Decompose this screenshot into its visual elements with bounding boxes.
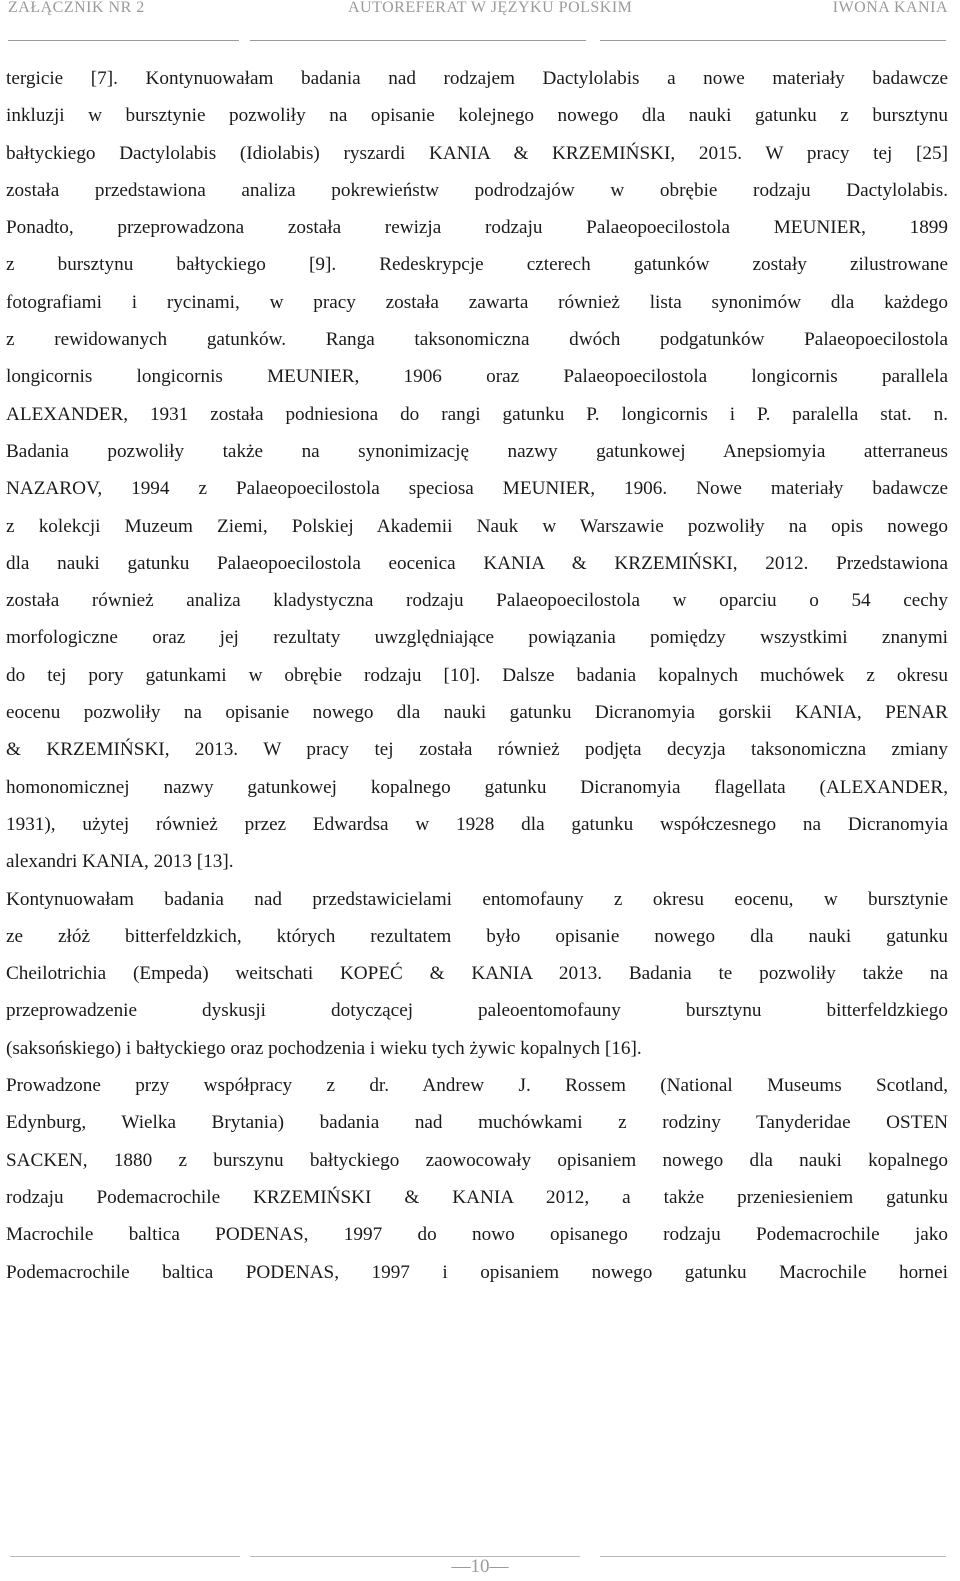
header-right: IWONA KANIA [832, 0, 948, 16]
text-line: bałtyckiego Dactylolabis (Idiolabis) ryszardi KANIA & KRZEMIŃSKI, 2015. W pracy tej [25] [6, 142, 948, 164]
text-line: fotografiami i rycinami, w pracy została zawarta również lista synonimów dla każdego [6, 291, 948, 313]
text-line: Badania pozwoliły także na synonimizację nazwy gatunkowej Anepsiomyia atterraneus [6, 440, 948, 462]
text-line: (saksońskiego) i bałtyckiego oraz pochodzenia i wieku tych żywic kopalnych [16]. [6, 1037, 642, 1059]
text-line: Prowadzone przy współpracy z dr. Andrew J. Rossem (National Museums Scotland, [6, 1075, 948, 1097]
body-text [6, 60, 948, 1291]
text-line: z rewidowanych gatunków. Ranga taksonomiczna dwóch podgatunków Palaeopoecilostola [6, 329, 948, 351]
text-line: dla nauki gatunku Palaeopoecilostola eocenica KANIA & KRZEMIŃSKI, 2012. Przedstawiona [6, 552, 948, 574]
text-line: Macrochile baltica PODENAS, 1997 do nowo opisanego rodzaju Podemacrochile jako [6, 1224, 948, 1246]
text-line: ALEXANDER, 1931 została podniesiona do rangi gatunku P. longicornis i P. paralella stat. n. [6, 403, 948, 425]
text-line: do tej pory gatunkami w obrębie rodzaju [10]. Dalsze badania kopalnych muchówek z okresu [6, 664, 948, 686]
text-line: NAZAROV, 1994 z Palaeopoecilostola speciosa MEUNIER, 1906. Nowe materiały badawcze [6, 478, 948, 500]
text-line: 1931), użytej również przez Edwardsa w 1928 dla gatunku współczesnego na Dicranomyia [6, 813, 948, 835]
text-line: eocenu pozwoliły na opisanie nowego dla nauki gatunku Dicranomyia gorskii KANIA, PENAR [6, 702, 948, 724]
text-line: longicornis longicornis MEUNIER, 1906 oraz Palaeopoecilostola longicornis parallela [6, 366, 948, 388]
text-line: rodzaju Podemacrochile KRZEMIŃSKI & KANIA 2012, a także przeniesieniem gatunku [6, 1186, 948, 1208]
text-line: Edynburg, Wielka Brytania) badania nad muchówkami z rodziny Tanyderidae OSTEN [6, 1112, 948, 1134]
text-line: ze złóż bitterfeldzkich, których rezultatem było opisanie nowego dla nauki gatunku [6, 925, 948, 947]
text-line: alexandri KANIA, 2013 [13]. [6, 851, 234, 873]
text-line: z kolekcji Muzeum Ziemi, Polskiej Akademii Nauk w Warszawie pozwoliły na opis nowego [6, 515, 948, 537]
text-line: tergicie [7]. Kontynuowałam badania nad rodzajem Dactylolabis a nowe materiały badawcze [6, 68, 948, 89]
header-rule [600, 40, 946, 41]
text-line: & KRZEMIŃSKI, 2013. W pracy tej została również podjęta decyzja taksonomiczna zmiany [6, 739, 948, 761]
text-line: Podemacrochile baltica PODENAS, 1997 i opisaniem nowego gatunku Macrochile hornei [6, 1261, 948, 1283]
text-line: homonomicznej nazwy gatunkowej kopalnego gatunku Dicranomyia flagellata (ALEXANDER, [6, 776, 948, 798]
header-rule [8, 40, 239, 41]
page-number: —10— [451, 1556, 509, 1577]
page-number-value: 10 [470, 1556, 490, 1577]
text-line: SACKEN, 1880 z burszynu bałtyckiego zaowocowały opisaniem nowego dla nauki kopalnego [6, 1149, 948, 1171]
text-line: Ponadto, przeprowadzona została rewizja rodzaju Palaeopoecilostola MEUNIER, 1899 [6, 217, 948, 239]
text-line: z bursztynu bałtyckiego [9]. Redeskrypcje czterech gatunków zostały zilustrowane [6, 254, 948, 276]
header-center: AUTOREFERAT W JĘZYKU POLSKIM [348, 0, 633, 16]
text-line: przeprowadzenie dyskusji dotyczącej paleoentomofauny bursztynu bitterfeldzkiego [6, 1000, 948, 1022]
text-line: morfologiczne oraz jej rezultaty uwzględniające powiązania pomiędzy wszystkimi znanymi [6, 627, 948, 649]
header-left: ZAŁĄCZNIK NR 2 [8, 0, 145, 16]
header-rule [250, 40, 586, 41]
text-line: została również analiza kladystyczna rodzaju Palaeopoecilostola w oparciu o 54 cechy [6, 590, 948, 612]
text-line: inkluzji w bursztynie pozwoliły na opisanie kolejnego nowego dla nauki gatunku z bursztynu [6, 105, 948, 127]
page-header [8, 0, 948, 39]
text-line: została przedstawiona analiza pokrewieństw podrodzajów w obrębie rodzaju Dactylolabis. [6, 179, 948, 201]
text-line: Cheilotrichia (Empeda) weitschati KOPEĆ & KANIA 2013. Badania te pozwoliły także na [6, 963, 948, 985]
text-line: Kontynuowałam badania nad przedstawicielami entomofauny z okresu eocenu, w bursztynie [6, 888, 948, 910]
